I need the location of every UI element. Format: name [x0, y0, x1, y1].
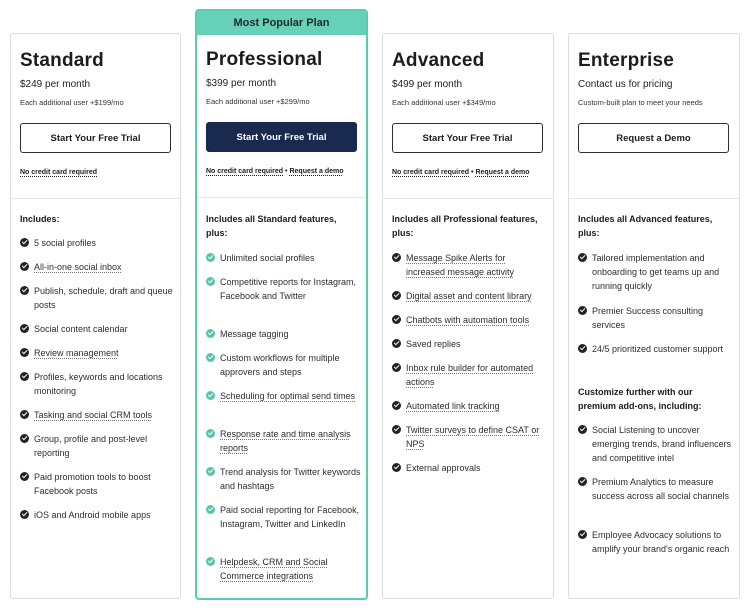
feature-item: Custom workflows for multiple approvers and steps: [206, 351, 361, 379]
check-circle-icon: [20, 324, 29, 333]
check-circle-icon: [206, 277, 215, 286]
request-demo-button[interactable]: Request a Demo: [578, 123, 729, 153]
no-credit-card-link[interactable]: No credit card required: [20, 169, 98, 176]
addon-item: Social Listening to uncover emerging trends, brand influencers and competitive intel: [578, 423, 733, 465]
plan-name: Professional: [206, 49, 323, 70]
feature-item: Group, profile and post-level reporting: [20, 432, 175, 460]
check-circle-icon: [206, 391, 215, 400]
feature-item: Tailored implementation and onboarding to get teams up and running quickly: [578, 251, 733, 293]
feature-item: Profiles, keywords and locations monitoring: [20, 370, 175, 398]
includes-heading: Includes all Advanced features, plus:: [578, 214, 713, 238]
most-popular-banner: Most Popular Plan: [197, 11, 366, 35]
feature-item: Publish, schedule, draft and queue posts: [20, 284, 175, 312]
feature-item: Helpdesk, CRM and Social Commerce integrations: [206, 555, 361, 583]
addons-heading: Customize further with our premium add-ons, including:: [578, 387, 702, 411]
check-circle-icon: [206, 429, 215, 438]
includes-heading: Includes all Professional features, plus:: [392, 214, 538, 238]
feature-item: Trend analysis for Twitter keywords and hashtags: [206, 465, 361, 493]
sub-links: [392, 169, 530, 176]
divider: [11, 198, 180, 199]
plan-price: Contact us for pricing: [578, 79, 673, 90]
check-circle-icon: [20, 348, 29, 357]
check-circle-icon: [206, 557, 215, 566]
check-circle-icon: [392, 401, 401, 410]
plan-user-note: Each additional user +$349/mo: [392, 98, 496, 107]
check-circle-icon: [578, 306, 587, 315]
plan-card-advanced: [382, 33, 554, 599]
check-circle-icon: [578, 477, 587, 486]
feature-item: Paid promotion tools to boost Facebook posts: [20, 470, 175, 498]
plan-user-note: Custom-built plan to meet your needs: [578, 98, 703, 107]
includes-heading: Includes all Standard features, plus:: [206, 214, 337, 238]
check-circle-icon: [206, 253, 215, 262]
feature-item: Tasking and social CRM tools: [20, 408, 175, 422]
feature-item: Premier Success consulting services: [578, 304, 733, 332]
check-circle-icon: [578, 253, 587, 262]
feature-item: Paid social reporting for Facebook, Instagram, Twitter and LinkedIn: [206, 503, 361, 531]
divider: [569, 198, 739, 199]
check-circle-icon: [206, 505, 215, 514]
plan-name: Enterprise: [578, 50, 674, 71]
request-demo-link[interactable]: Request a demo: [475, 169, 530, 176]
sub-links: [20, 169, 97, 176]
check-circle-icon: [392, 363, 401, 372]
divider: [197, 197, 366, 198]
plan-price: $399 per month: [206, 78, 277, 89]
plan-card-professional: [195, 9, 368, 600]
sub-links: [206, 168, 344, 175]
feature-item: Chatbots with automation tools: [392, 313, 547, 327]
feature-item: Saved replies: [392, 337, 547, 351]
addon-item: Employee Advocacy solutions to amplify your brand's organic reach: [578, 528, 733, 556]
check-circle-icon: [20, 472, 29, 481]
separator: •: [471, 169, 474, 176]
check-circle-icon: [578, 425, 587, 434]
request-demo-link[interactable]: Request a demo: [289, 168, 344, 175]
feature-item: Digital asset and content library: [392, 289, 547, 303]
plan-name: Advanced: [392, 50, 485, 71]
check-circle-icon: [206, 467, 215, 476]
feature-item: Competitive reports for Instagram, Facebook and Twitter: [206, 275, 361, 303]
feature-item: External approvals: [392, 461, 547, 475]
check-circle-icon: [392, 253, 401, 262]
plan-user-note: Each additional user +$199/mo: [20, 98, 124, 107]
feature-item: Review management: [20, 346, 175, 360]
check-circle-icon: [578, 530, 587, 539]
check-circle-icon: [20, 238, 29, 247]
addon-item: Premium Analytics to measure success across all social channels: [578, 475, 733, 503]
no-credit-card-link[interactable]: No credit card required: [392, 169, 470, 176]
feature-item: All-in-one social inbox: [20, 260, 175, 274]
check-circle-icon: [206, 329, 215, 338]
plan-price: $499 per month: [392, 79, 463, 90]
feature-item: Unlimited social profiles: [206, 251, 361, 265]
check-circle-icon: [20, 262, 29, 271]
feature-item: Social content calendar: [20, 322, 175, 336]
plan-price: $249 per month: [20, 79, 91, 90]
check-circle-icon: [20, 510, 29, 519]
plan-card-enterprise: [568, 33, 740, 599]
check-circle-icon: [392, 425, 401, 434]
plan-card-standard: [10, 33, 181, 599]
check-circle-icon: [20, 410, 29, 419]
feature-item: iOS and Android mobile apps: [20, 508, 175, 522]
divider: [383, 198, 553, 199]
start-free-trial-button[interactable]: Start Your Free Trial: [392, 123, 543, 153]
feature-item: Automated link tracking: [392, 399, 547, 413]
check-circle-icon: [20, 372, 29, 381]
start-free-trial-button[interactable]: Start Your Free Trial: [20, 123, 171, 153]
check-circle-icon: [392, 339, 401, 348]
no-credit-card-link[interactable]: No credit card required: [206, 168, 284, 175]
check-circle-icon: [206, 353, 215, 362]
feature-item: Scheduling for optimal send times: [206, 389, 361, 403]
start-free-trial-button[interactable]: Start Your Free Trial: [206, 122, 357, 152]
feature-item: Message Spike Alerts for increased message activity: [392, 251, 547, 279]
feature-item: 24/5 prioritized customer support: [578, 342, 733, 356]
feature-item: Message tagging: [206, 327, 361, 341]
feature-item: Inbox rule builder for automated actions: [392, 361, 547, 389]
feature-item: 5 social profiles: [20, 236, 175, 250]
plan-user-note: Each additional user +$299/mo: [206, 97, 310, 106]
includes-heading: Includes:: [20, 214, 60, 224]
separator: •: [285, 168, 288, 175]
check-circle-icon: [392, 315, 401, 324]
check-circle-icon: [392, 291, 401, 300]
plan-name: Standard: [20, 50, 104, 71]
feature-item: Response rate and time analysis reports: [206, 427, 361, 455]
feature-item: Twitter surveys to define CSAT or NPS: [392, 423, 547, 451]
check-circle-icon: [20, 434, 29, 443]
check-circle-icon: [20, 286, 29, 295]
check-circle-icon: [392, 463, 401, 472]
check-circle-icon: [578, 344, 587, 353]
